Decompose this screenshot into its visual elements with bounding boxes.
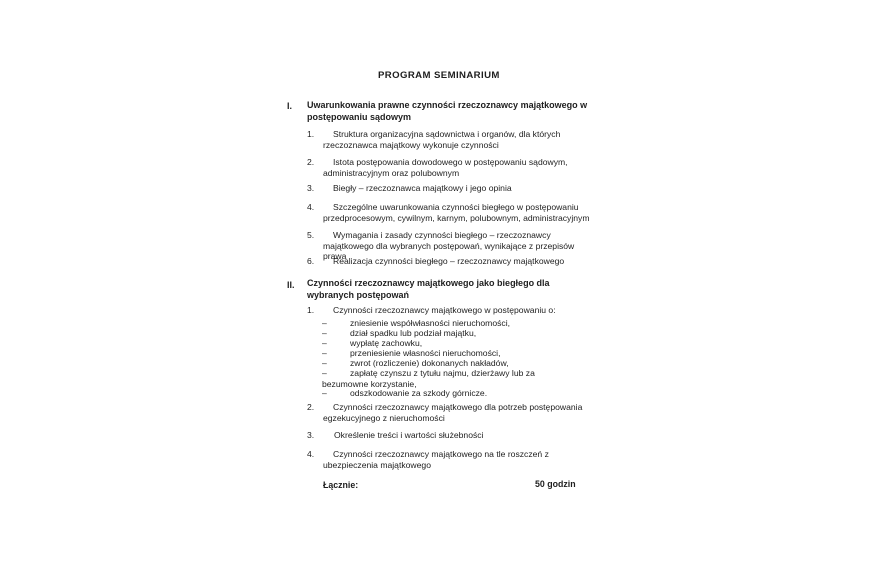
sub-list-item: dział spadku lub podział majątku,: [350, 328, 477, 338]
sub-list-item: przeniesienie własności nieruchomości,: [350, 348, 501, 358]
list-dash: –: [322, 358, 327, 368]
total-label: Łącznie:: [323, 480, 359, 490]
list-dash: –: [322, 368, 327, 378]
total-value: 50 godzin: [535, 479, 576, 489]
list-item-number: 3.: [307, 183, 315, 193]
list-item-number: 5.: [307, 230, 315, 240]
sub-list-item: zapłatę czynszu z tytułu najmu, dzierżawy lub za bezumowne korzystanie,: [322, 368, 535, 389]
list-item-text: Biegły – rzeczoznawca majątkowy i jego opinia: [333, 183, 512, 193]
list-item-number: 2.: [307, 157, 315, 167]
list-item-text: Struktura organizacyjna sądownictwa i organów, dla których rzeczoznawca majątkowy wykonuje czynności: [323, 129, 561, 150]
list-item-number: 2.: [307, 402, 315, 412]
list-item-text: Istota postępowania dowodowego w postępowaniu sądowym, administracyjnym oraz polubownym: [323, 157, 568, 178]
list-dash: –: [322, 328, 327, 338]
document-title: PROGRAM SEMINARIUM: [378, 70, 500, 81]
list-dash: –: [322, 338, 327, 348]
section-number: I.: [287, 101, 293, 111]
sub-list-item: zwrot (rozliczenie) dokonanych nakładów,: [350, 358, 509, 368]
list-item-number: 1.: [307, 129, 315, 139]
sub-list-item: wypłatę zachowku,: [350, 338, 423, 348]
list-item-text: Wymagania i zasady czynności biegłego – rzeczoznawcy majątkowego dla wybranych postępowań, wynikające z przepisów prawa: [323, 230, 575, 262]
section-number: II.: [287, 280, 295, 290]
list-item-number: 1.: [307, 305, 315, 315]
list-item-text: Czynności rzeczoznawcy majątkowego dla potrzeb postępowania egzekucyjnego z nieruchomości: [323, 402, 583, 423]
list-item-text: Czynności rzeczoznawcy majątkowego w postępowaniu o:: [333, 305, 556, 315]
list-item-text: Określenie treści i wartości służebności: [334, 430, 484, 440]
list-item-text: Czynności rzeczoznawcy majątkowego na tle roszczeń z ubezpieczenia majątkowego: [323, 449, 549, 470]
list-dash: –: [322, 348, 327, 358]
list-dash: –: [322, 388, 327, 398]
list-item-number: 4.: [307, 449, 315, 459]
section-title: Uwarunkowania prawne czynności rzeczoznawcy majątkowego w postępowaniu sądowym: [307, 100, 588, 122]
list-item-text: Realizacja czynności biegłego – rzeczoznawcy majątkowego: [333, 256, 565, 266]
sub-list-item: zniesienie współwłasności nieruchomości,: [350, 318, 511, 328]
list-dash: –: [322, 318, 327, 328]
list-item-number: 6.: [307, 256, 315, 266]
sub-list-item: odszkodowanie za szkody górnicze.: [350, 388, 488, 398]
list-item-text: Szczególne uwarunkowania czynności biegłego w postępowaniu przedprocesowym, cywilnym, karnym, polubownym, administracyjnym: [323, 202, 590, 223]
section-title: Czynności rzeczoznawcy majątkowego jako biegłego dla wybranych postępowań: [307, 278, 550, 300]
list-item-number: 4.: [307, 202, 315, 212]
list-item-number: 3.: [307, 430, 315, 440]
